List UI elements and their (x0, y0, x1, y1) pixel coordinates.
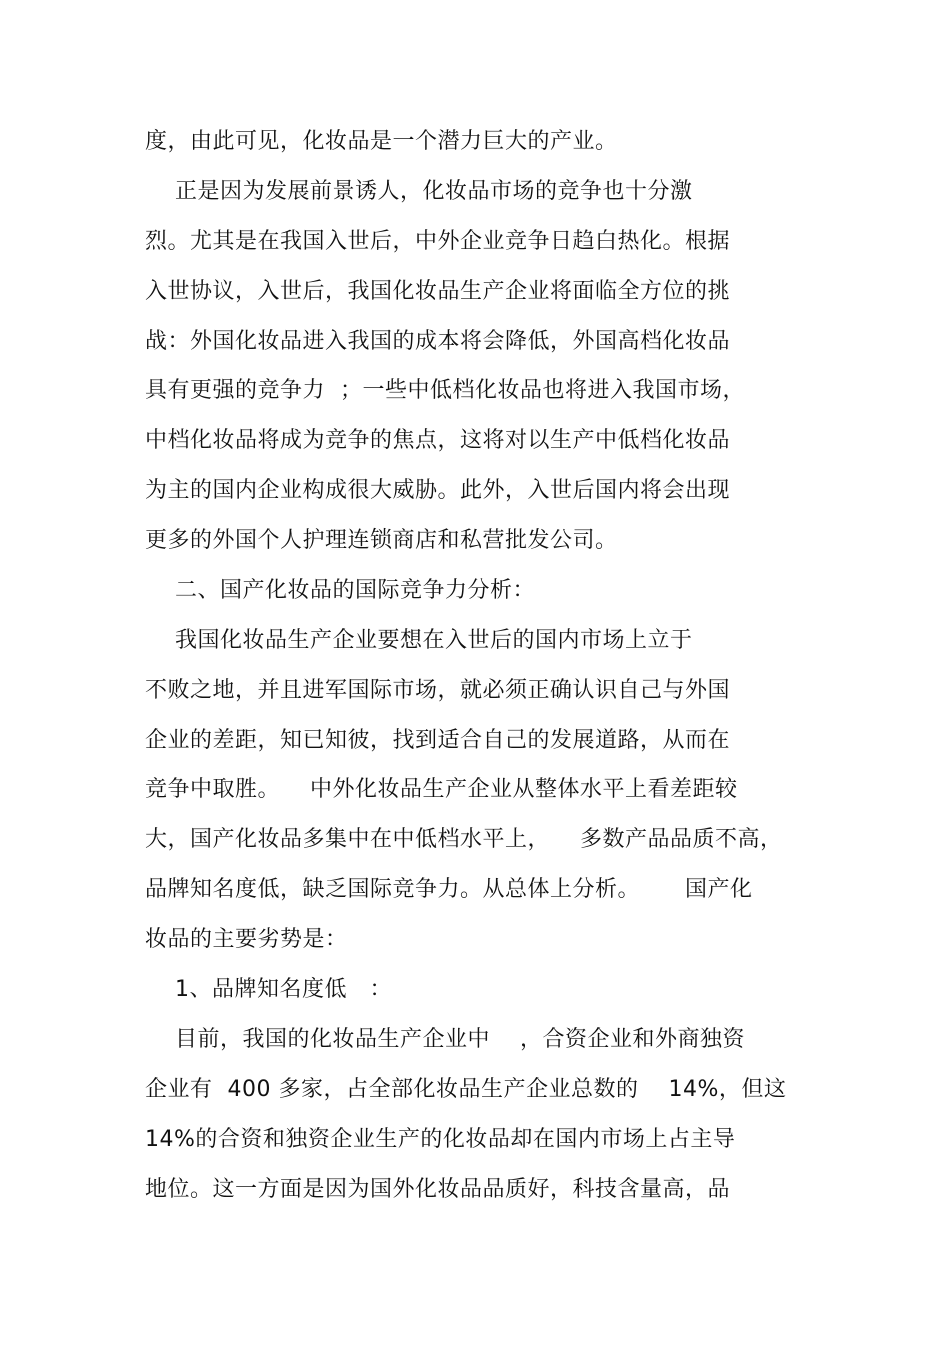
text-line: 企业的差距，知已知彼，找到适合自己的发展道路，从而在 (145, 728, 731, 753)
text-line: 度，由此可见，化妆品是一个潜力巨大的产业。 (145, 129, 618, 154)
text-line: 地位。这一方面是因为国外化妆品品质好，科技含量高，品 (145, 1177, 731, 1202)
text-line: 为主的国内企业构成很大威胁。此外，入世后国内将会出现 (145, 478, 731, 503)
text-line: 正是因为发展前景诱人，化妆品市场的竞争也十分激 (145, 179, 693, 204)
text-line: 中档化妆品将成为竞争的焦点，这将对以生产中低档化妆品 (145, 428, 731, 453)
text-line: 目前，我国的化妆品生产企业中 ，合资企业和外商独资 (145, 1027, 745, 1052)
text-line: 我国化妆品生产企业要想在入世后的国内市场上立于 (145, 628, 693, 653)
text-line: 企业有 400 多家，占全部化妆品生产企业总数的 14%，但这 (145, 1077, 787, 1102)
text-line: 战：外国化妆品进入我国的成本将会降低，外国高档化妆品 (145, 329, 731, 354)
text-line: 品牌知名度低，缺乏国际竞争力。从总体上分析。 国产化 (145, 877, 753, 902)
text-line: 更多的外国个人护理连锁商店和私营批发公司。 (145, 528, 618, 553)
text-line: 竞争中取胜。 中外化妆品生产企业从整体水平上看差距较 (145, 777, 738, 802)
section-heading: 二、国产化妆品的国际竞争力分析： (145, 578, 535, 603)
text-line: 具有更强的竞争力 ；一些中低档化妆品也将进入我国市场， (145, 378, 745, 403)
sub-heading: 1、品牌知名度低 ： (145, 977, 392, 1002)
text-line: 大，国产化妆品多集中在中低档水平上， 多数产品品质不高， (145, 827, 783, 852)
text-line: 烈。尤其是在我国入世后，中外企业竞争日趋白热化。根据 (145, 229, 731, 254)
text-line: 不败之地，并且进军国际市场，就必须正确认识自己与外国 (145, 678, 731, 703)
text-line: 妆品的主要劣势是： (145, 927, 348, 952)
text-line: 14%的合资和独资企业生产的化妆品却在国内市场上占主导 (145, 1127, 736, 1152)
text-line: 入世协议，入世后，我国化妆品生产企业将面临全方位的挑 (145, 279, 731, 304)
